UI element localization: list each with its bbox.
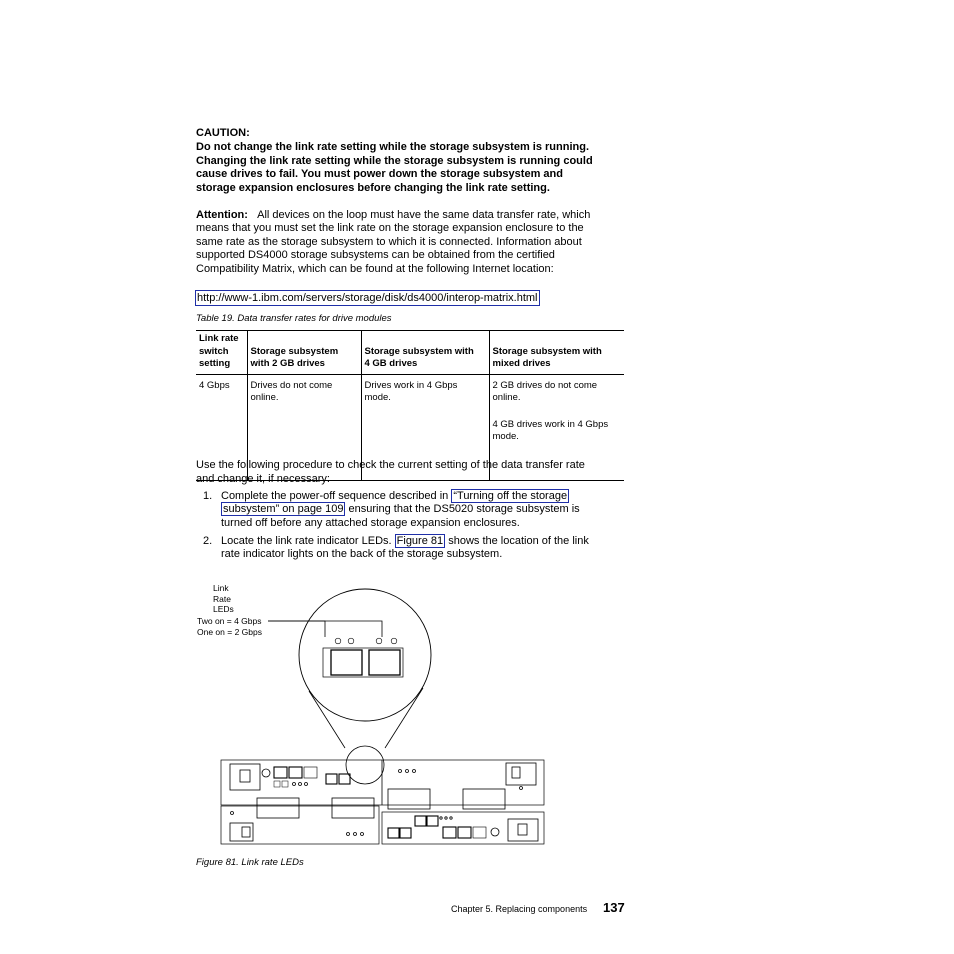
header-link-rate bbox=[196, 331, 247, 375]
turning-off-link-continued[interactable]: subsystem” on page 109 bbox=[223, 503, 344, 515]
cell-text: Drives work in 4 Gbps bbox=[364, 379, 458, 391]
page-number: 137 bbox=[603, 900, 625, 915]
header-text: Storage subsystem with bbox=[364, 345, 474, 357]
step-1-line-3: turned off before any attached storage expansion enclosures. bbox=[221, 517, 520, 529]
label-line: Rate bbox=[213, 593, 231, 604]
footer-chapter: Chapter 5. Replacing components bbox=[451, 904, 588, 914]
link-rate-leds-figure bbox=[180, 580, 560, 850]
header-text: mixed drives bbox=[492, 358, 551, 370]
one-on-label: One on = 2 Gbps bbox=[197, 627, 262, 637]
cell-text: 4 Gbps bbox=[199, 379, 230, 391]
procedure-intro-line-2: and change it, if necessary: bbox=[196, 473, 330, 485]
cell-text: online. bbox=[250, 392, 279, 404]
figure-81-link[interactable]: Figure 81 bbox=[396, 535, 444, 547]
header-text: setting bbox=[199, 358, 231, 370]
step-2-number: 2. bbox=[203, 535, 213, 547]
header-2gb bbox=[247, 331, 361, 375]
label-line: LEDs bbox=[213, 604, 234, 614]
table-caption: Table 19. Data transfer rates for drive modules bbox=[196, 313, 392, 324]
header-mixed bbox=[489, 331, 624, 375]
interop-matrix-link[interactable]: http://www-1.ibm.com/servers/storage/disk/ds4000/interop-matrix.html bbox=[197, 292, 538, 304]
header-text: Storage subsystem with bbox=[492, 345, 602, 357]
attention-label: Attention: bbox=[196, 209, 248, 221]
cell-text: 4 GB drives work in 4 Gbps bbox=[492, 419, 609, 430]
step-2-text: shows the location of the link bbox=[448, 535, 589, 547]
step-1-text: Complete the power-off sequence described in bbox=[221, 490, 449, 502]
attention-line-2: means that you must set the link rate on the storage expansion enclosure to the bbox=[196, 222, 584, 234]
cell-text: online. bbox=[492, 392, 521, 404]
figure-caption: Figure 81. Link rate LEDs bbox=[196, 857, 304, 868]
header-text: Link rate bbox=[199, 333, 239, 344]
two-on-label: Two on = 4 Gbps bbox=[197, 616, 262, 626]
step-1-line-2 bbox=[221, 503, 580, 515]
procedure-intro-line-1: Use the following procedure to check the current setting of the data transfer rate bbox=[196, 459, 585, 471]
attention-line-4: supported DS4000 storage subsystems can be obtained from the certified bbox=[196, 249, 555, 261]
caution-line-1: Do not change the link rate setting while the storage subsystem is running. bbox=[196, 141, 590, 153]
caution-line-3: cause drives to fail. You must power down the storage subsystem and bbox=[196, 168, 563, 180]
attention-line-3: same rate as the storage subsystem to which it is connected. Information about bbox=[196, 236, 582, 248]
table-header-row bbox=[196, 331, 624, 375]
step-2-line-1 bbox=[221, 535, 589, 547]
cell-text: mode. bbox=[492, 431, 519, 443]
caution-line-2: Changing the link rate setting while the storage subsystem is running could bbox=[196, 155, 593, 167]
turning-off-link[interactable]: “Turning off the storage bbox=[453, 490, 568, 502]
label-line: Link bbox=[213, 583, 229, 593]
header-text: 4 GB drives bbox=[364, 358, 418, 370]
step-1-line-1 bbox=[221, 490, 569, 502]
caution-heading: CAUTION: bbox=[196, 127, 250, 139]
step-2-text: Locate the link rate indicator LEDs. bbox=[221, 535, 392, 547]
caution-line-4: storage expansion enclosures before changing the link rate setting. bbox=[196, 182, 550, 194]
cell-text: 2 GB drives do not come bbox=[492, 379, 598, 391]
attention-text: All devices on the loop must have the same data transfer rate, which bbox=[257, 209, 591, 221]
step-1-text: ensuring that the DS5020 storage subsystem is bbox=[348, 503, 580, 515]
attention-line-5: Compatibility Matrix, which can be found at the following Internet location: bbox=[196, 263, 554, 275]
step-1-number: 1. bbox=[203, 490, 213, 502]
step-2-line-2: rate indicator lights on the back of the storage subsystem. bbox=[221, 548, 503, 560]
header-text: switch bbox=[199, 345, 229, 357]
header-text: Storage subsystem bbox=[250, 345, 339, 357]
cell-text: mode. bbox=[364, 392, 391, 404]
cell-text: Drives do not come bbox=[250, 379, 333, 391]
header-4gb bbox=[361, 331, 489, 375]
attention-line-1 bbox=[196, 209, 590, 221]
header-text: with 2 GB drives bbox=[250, 358, 325, 370]
